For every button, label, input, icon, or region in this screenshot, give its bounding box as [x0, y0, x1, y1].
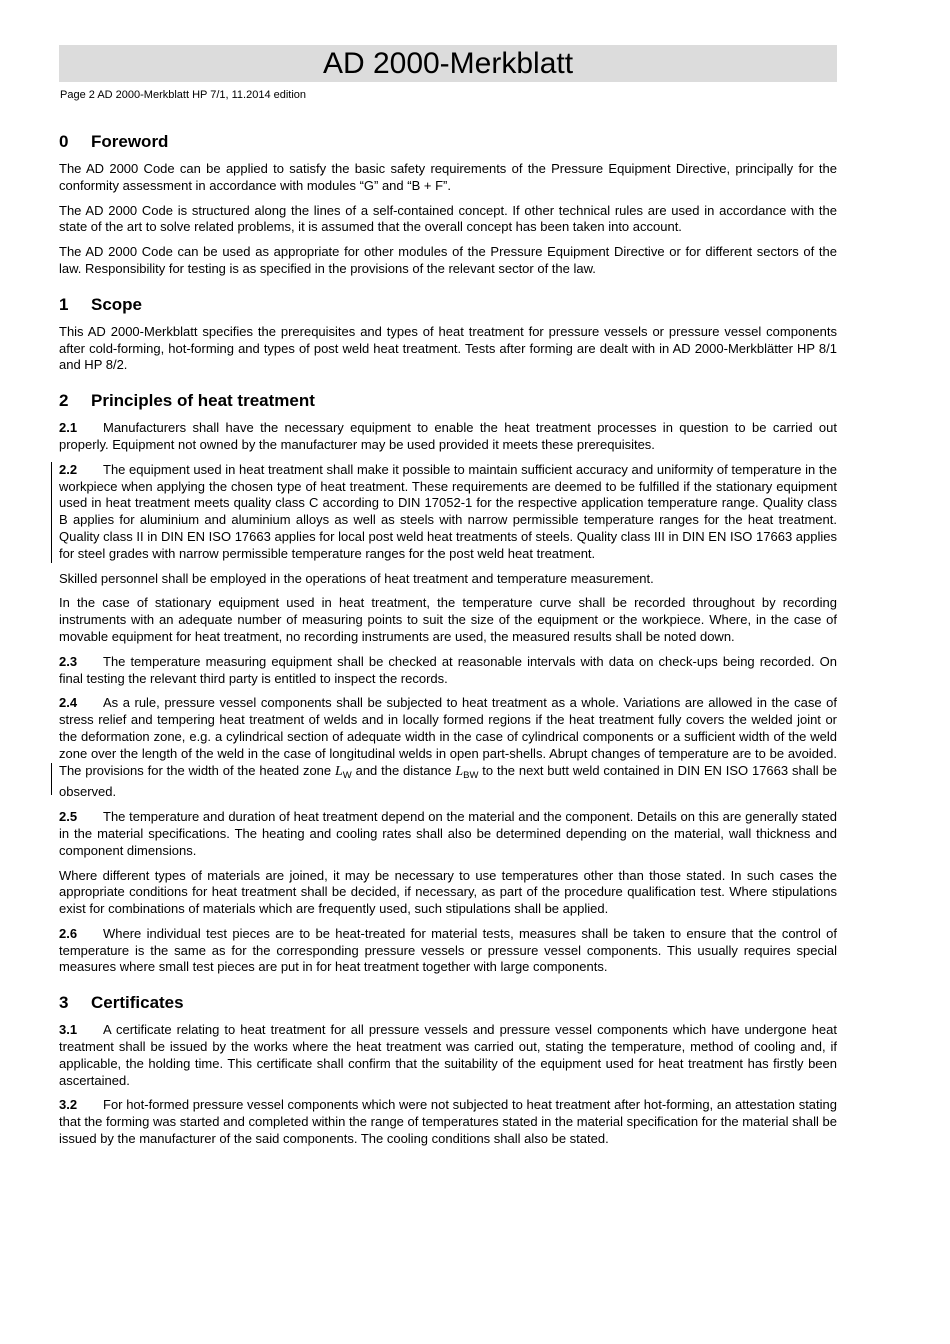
- page-info: Page 2 AD 2000-Merkblatt HP 7/1, 11.2014 edition: [60, 89, 307, 101]
- clause-3-1: 3.1 A certificate relating to heat treatment for all pressure vessels and pressure vessel components which have undergone heat treatment shall be issued by the works where the heat treatment was carried out, stating the temperature, method of cooling and, if applicable, the holding time. This certificate shall confirm that the suitability of the equipment used for heat treatment has firstly been ascertained.: [59, 1022, 837, 1088]
- change-bar: [51, 462, 52, 563]
- change-bar: [51, 763, 52, 795]
- paragraph: The AD 2000 Code is structured along the lines of a self-contained concept. If other technical rules are used in accordance with the state of the art to solve related problems, it is assumed that the overall concept has been taken into account.: [59, 202, 837, 235]
- document-body: [59, 131, 837, 1164]
- paragraph: This AD 2000-Merkblatt specifies the prerequisites and types of heat treatment for pressure vessels or pressure vessel components after cold-forming, hot-forming and types of post weld heat treatment. Tests after forming are dealt with in AD 2000-Merkblätter HP 8/1 and HP 8/2.: [59, 323, 837, 373]
- paragraph: In the case of stationary equipment used in heat treatment, the temperature curve shall be recorded throughout by recording instruments with an adequate number of measuring points to suit the size of the equipment or the workpiece. Where, in the case of movable equipment for heat treatment, no recording instruments are used, the measured results shall be noted down.: [59, 595, 837, 644]
- paragraph: The AD 2000 Code can be used as appropriate for other modules of the Pressure Equipment Directive or for different sectors of the law. Responsibility for testing is as specified in the provisions of the relevant sector of the law.: [59, 244, 837, 276]
- section-heading: 1 Scope: [59, 294, 143, 314]
- clause-2-5: 2.5 The temperature and duration of heat treatment depend on the material and the component. Details on this are generally stated in the material specifications. The heating and cooling rates shall also be determined depending on the material, wall thickness and component dimensions.: [59, 809, 837, 858]
- clause-2-6: 2.6 Where individual test pieces are to be heat-treated for material tests, measures shall be taken to ensure that the control of temperature is the same as for the corresponding pressure vessels or pressure vessel components. This usually requires special measures where small test pieces are put in for heat treatment together with large components.: [59, 925, 837, 975]
- section-certificates: [59, 992, 837, 1148]
- clause-2-1: 2.1 Manufacturers shall have the necessary equipment to enable the heat treatment processes in question to be carried out properly. Equipment not owned by the manufacturer may be used provided it meets these prerequisites.: [59, 420, 837, 452]
- symbol-l-bw: L: [455, 763, 464, 779]
- section-heading: 2 Principles of heat treatment: [59, 391, 315, 411]
- section-foreword: [59, 131, 837, 278]
- paragraph: The AD 2000 Code can be applied to satisfy the basic safety requirements of the Pressure Equipment Directive, principally for the conformity assessment in accordance with modules “G” and “B + F”.: [59, 161, 837, 193]
- document-title-banner: AD 2000-Merkblatt: [59, 45, 837, 82]
- section-principles: [59, 390, 837, 976]
- clause-2-4: 2.4 As a rule, pressure vessel components shall be subjected to heat treatment as a whole. Variations are allowed in the case of stress relief and tempering heat treatment of welds and in locally formed regions if the heat treatment fully covers the welded joint or the deformation zone, e.g. a cylindrical section of adequate width in the case of cylindrical components or a sufficient width of the weld zone over the length of the weld in the case of longitudinal welds in open part-shells. Abrupt changes of temperature are to be avoided. The provisions for the width of the heated zone $L_W$ and the distance $L_{BW}$ to the next butt weld contained in DIN EN ISO 17663 shall be observed.: [59, 695, 837, 801]
- clause-2-2: 2.2 The equipment used in heat treatment shall make it possible to maintain sufficient accuracy and uniformity of temperature in the workpiece when applying the chosen type of heat treatment. These requirements are deemed to be fulfilled if the stationary equipment used in heat treatment meets quality class C according to DIN 17052-1 for the respective application temperature range. Quality class B applies for aluminium and aluminium alloys as well as steels with narrow permissible temperature ranges for the heat treatment. Quality class II in DIN EN ISO 17663 applies for local post weld heat treatments of steels. Quality class III in DIN EN ISO 17663 applies for steel grades with narrow permissible temperature ranges for the post weld heat treatment.: [59, 462, 837, 563]
- clause-2-3: 2.3 The temperature measuring equipment shall be checked at reasonable intervals with data on check-ups being recorded. On final testing the relevant third party is entitled to inspect the records.: [59, 653, 837, 686]
- paragraph: Skilled personnel shall be employed in the operations of heat treatment and temperature measurement.: [59, 570, 654, 586]
- paragraph: Where different types of materials are joined, it may be necessary to use temperatures other than those stated. In such cases the appropriate conditions for heat treatment shall be decided, if necessary, as part of the procedure qualification test. Where stipulations exist for combinations of materials which are frequently used, such stipulations shall be applied.: [59, 867, 837, 917]
- symbol-l-w: L: [334, 763, 343, 779]
- clause-3-2: 3.2 For hot-formed pressure vessel components which were not subjected to heat treatment after hot-forming, an attestation stating that the forming was started and completed within the range of temperatures stated in the material specification for the material shall be issued by the manufacturer of the said components. The cooling conditions shall also be stated.: [59, 1097, 837, 1147]
- section-heading: 0 Foreword: [59, 132, 169, 151]
- section-heading: 3 Certificates: [59, 993, 184, 1013]
- section-scope: [59, 294, 837, 374]
